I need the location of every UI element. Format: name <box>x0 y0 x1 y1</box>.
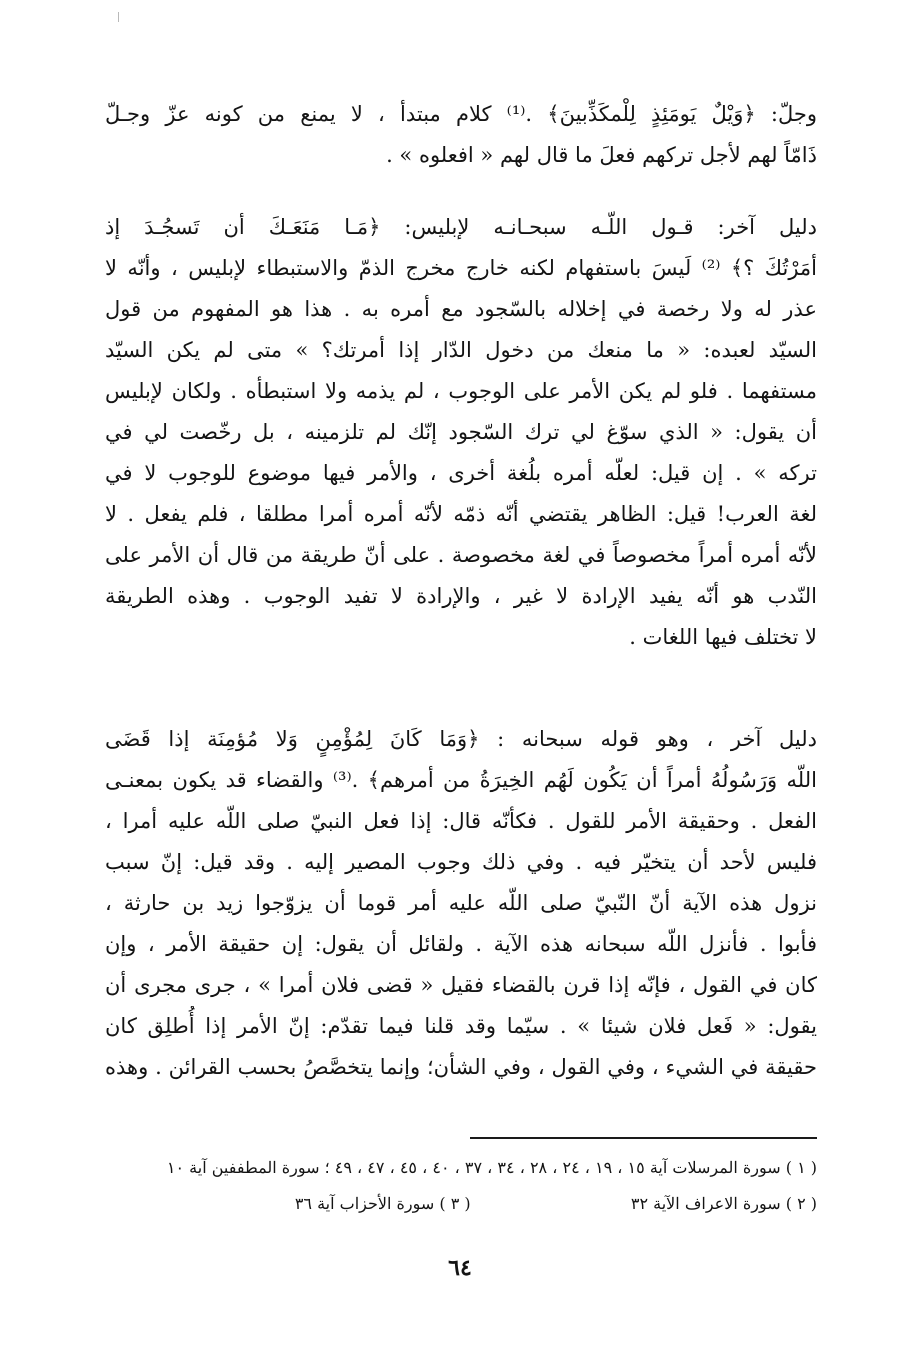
footnote-divider <box>470 1137 817 1139</box>
text-line: فأبوا . فأنزل اللّه سبحانه هذه الآية . ولقائل أن يقول: إن حقيقة الأمر ، وإن <box>105 932 817 956</box>
text-line: أن يقول: « الذي سوّغ لي ترك السّجود إنّك لم تلزمينه ، بل رخّصت لي في <box>105 420 817 444</box>
scan-mark <box>118 12 119 22</box>
text-line: دليل آخر: قـول اللّـه سبحـانـه لإبليس: ﴿مَـا مَنَعَـكَ أن تَسجُـدَ إذ <box>105 215 817 239</box>
page-number: ٦٤ <box>448 1255 472 1281</box>
text-line: النّدب هو أنّه يفيد الإرادة لا غير ، والإرادة لا تفيد الوجوب . وهذه الطريقة <box>105 584 817 608</box>
text-line: لأنّه أمره أمراً مخصوصاً في لغة مخصوصة . على أنّ طريقة من قال أن الأمر على <box>105 543 817 567</box>
text-line: السيّد لعبده: « ما منعك من دخول الدّار إذا أمرتك؟ » متى لم يكن السيّد <box>105 338 817 362</box>
paragraph-2 <box>105 207 817 658</box>
text-line: تركه » . إن قيل: لعلّه أمره بلُغة أخرى ، والأمر فيها موضوع للوجوب لا في <box>105 461 817 485</box>
text-line: كان في القول ، فإنّه إذا قرن بالقضاء فقيل « قضى فلان أمرا » ، جرى مجرى أن <box>105 973 817 997</box>
text-line: لا تختلف فيها اللغات . <box>629 625 817 649</box>
text-line: اللّه وَرَسُولُهُ أمراً أن يَكُون لَهُم الخِيرَةُ من أمرهم﴾ .⁽³⁾ والقضاء قد يكون بمعنـى <box>105 768 817 792</box>
text-line: مستفهما . فلو لم يكن الأمر على الوجوب ، لم يذمه ولا استبطأه . ولكان لإبليس <box>105 379 817 403</box>
footnote-3: ( ٣ ) سورة الأحزاب آية ٣٦ <box>294 1194 471 1213</box>
text-line: أمَرْتُكَ ؟﴾ ⁽²⁾ لَيسَ باستفهام لكنه خارج مخرج الذمّ والاستبطاء لإبليس ، وأنّه لا <box>105 256 817 280</box>
paragraph-3 <box>105 719 817 1088</box>
text-line: دليل آخر ، وهو قوله سبحانه : ﴿وَمَا كَانَ لِمُؤْمِنٍ وَلا مُؤمِنَة إذا قَضَى <box>105 727 817 751</box>
footnote-1: ( ١ ) سورة المرسلات آية ١٥ ، ١٩ ، ٢٤ ، ٢٨ ، ٣٤ ، ٣٧ ، ٤٠ ، ٤٥ ، ٤٧ ، ٤٩ ؛ سورة المطففين آية ١٠ <box>166 1158 817 1177</box>
text-line: وجلّ: ﴿وَيْلٌ يَومَئِذٍ لِلْمكَذِّبينَ﴾ .⁽¹⁾ كلام مبتدأ ، لا يمنع من كونه عزّ وجـلّ <box>105 102 817 126</box>
text-line: ذَامّاً لهم لأجل تركهم فعلَ ما قال لهم « افعلوه » . <box>386 143 817 167</box>
footnote-row <box>105 1186 817 1222</box>
footnote-2: ( ٢ ) سورة الاعراف الآية ٣٢ <box>630 1194 817 1213</box>
text-line: عذر له ولا رخصة في إخلاله بالسّجود مع أمره به . هذا هو المفهوم من قول <box>105 297 817 321</box>
text-line: الفعل . وحقيقة الأمر للقول . فكأنّه قال: إذا فعل النبيّ صلى اللّه عليه أمرا ، <box>105 809 817 833</box>
text-line: فليس لأحد أن يتخيّر فيه . وفي ذلك وجوب المصير إليه . وقد قيل: إنّ سبب <box>105 850 817 874</box>
text-line: يقول: « فَعل فلان شيئا » . سيّما وقد قلنا فيما تقدّم: إنّ الأمر إذا أُطلِق كان <box>105 1014 817 1038</box>
paragraph-1 <box>105 94 817 176</box>
footnotes <box>105 1150 817 1222</box>
text-line: حقيقة في الشيء ، وفي القول ، وفي الشأن؛ وإنما يتخصَّصُ بحسب القرائن . وهذه <box>105 1055 817 1079</box>
text-line: لغة العرب! قيل: الظاهر يقتضي أنّه ذمّه لأنّه أمره أمرا مطلقا ، فلم يفعل . لا <box>105 502 817 526</box>
text-line: نزول هذه الآية أنّ النّبيّ صلى اللّه عليه أمر قوما أن يزوّجوا زيد بن حارثة ، <box>105 891 817 915</box>
